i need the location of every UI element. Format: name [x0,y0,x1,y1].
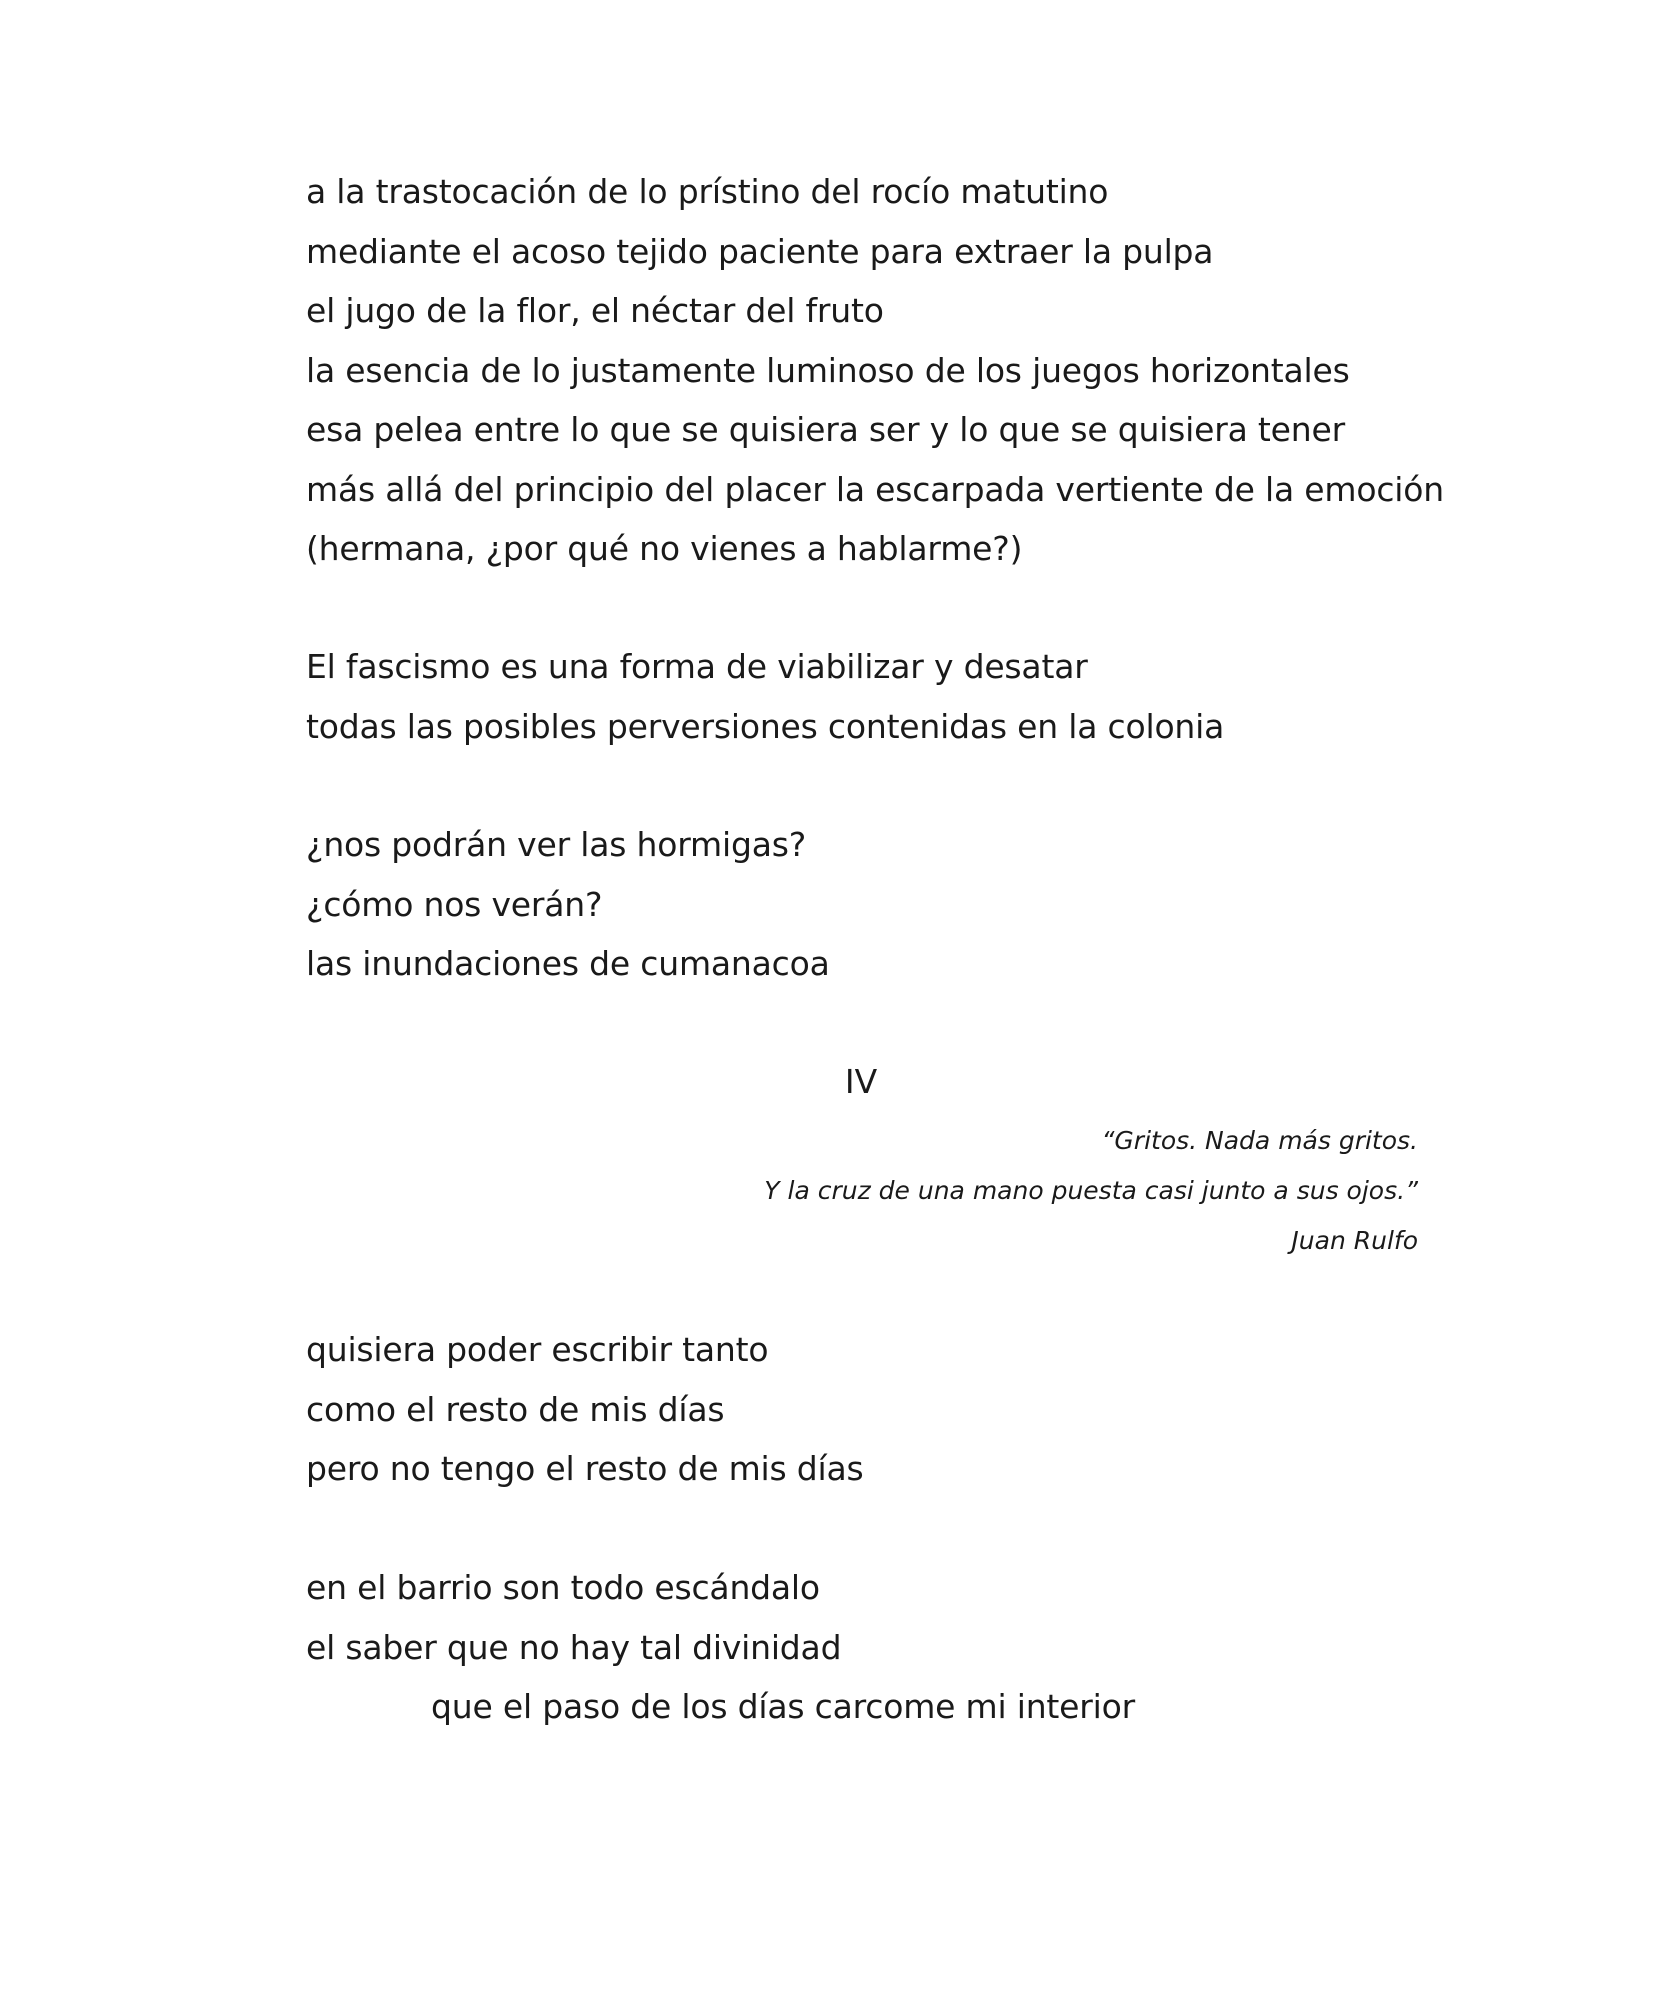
poem-line: ¿nos podrán ver las hormigas? [306,825,807,864]
poem-line: como el resto de mis días [306,1389,725,1429]
section-numeral: IV [844,1062,878,1101]
stanza-2 [306,637,1466,756]
stanza-3 [306,815,1466,994]
epigraph-line: Y la cruz de una mano puesta casi junto a sus ojos.” [764,1176,1418,1205]
poem-line: a la trastocación de lo prístino del rocío matutino [306,172,1109,211]
poem-line: en el barrio son todo escándalo [306,1568,820,1607]
poem-line: el saber que no hay tal divinidad [306,1627,842,1667]
poem-line: más allá del principio del placer la escarpada vertiente de la emoción [306,469,1444,509]
poem-line: quisiera poder escribir tanto [306,1330,769,1369]
poem-line: El fascismo es una forma de viabilizar y desatar [306,647,1088,686]
poem-line: ¿cómo nos verán? [306,884,603,924]
poem-line: mediante el acoso tejido paciente para extraer la pulpa [306,231,1214,271]
epigraph-line: “Gritos. Nada más gritos. [1101,1126,1418,1155]
poem-line-indented: que el paso de los días carcome mi interior [431,1687,1135,1726]
poem-line: la esencia de lo justamente luminoso de los juegos horizontales [306,350,1350,390]
poem-line: pero no tengo el resto de mis días [306,1449,864,1488]
stanza-1 [306,162,1466,579]
epigraph [518,1116,1418,1266]
stanza-4 [306,1320,1466,1499]
stanza-5 [306,1558,1466,1737]
poem-line: todas las posibles perversiones contenidas en la colonia [306,706,1225,746]
epigraph-author: Juan Rulfo [1291,1226,1418,1255]
poem-line: esa pelea entre lo que se quisiera ser y lo que se quisiera tener [306,410,1345,449]
poem-line: (hermana, ¿por qué no vienes a hablarme?) [306,529,1023,568]
poem-line: el jugo de la flor, el néctar del fruto [306,291,884,330]
poem-line: las inundaciones de cumanacoa [306,944,830,983]
